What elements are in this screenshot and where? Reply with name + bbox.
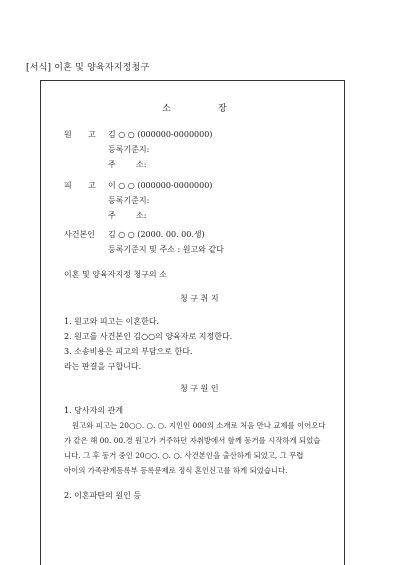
claim-purpose-heading: 청 구 취 지 (180, 294, 219, 303)
defendant-label-2: 고 (88, 181, 96, 190)
section-1-line-4: 아이의 가족관계등록부 등록문제로 정식 혼인신고를 하게 되었습니다. (64, 466, 288, 475)
document-title-char-2: 장 (218, 104, 227, 114)
plaintiff-name: 김 ○ ○ (000000-0000000) (108, 130, 213, 139)
section-1-line-1: 원고와 피고는 20○○. ○. ○. 지인인 000의 소개로 처음 만나 교제를 이어오다 (72, 421, 326, 430)
plaintiff-label-1: 원 (64, 130, 72, 139)
plaintiff-label-2: 고 (88, 130, 96, 139)
claim-purpose-item-2: 2. 원고를 사건본인 김○○의 양육자로 지정한다. (64, 332, 233, 341)
section-1-line-2: 가 같은 해 00. 00.경 원고가 거주하던 자취방에서 함께 동거를 시작하게 되었습 (64, 436, 321, 445)
plaintiff-address-label-2: 소: (136, 160, 147, 169)
defendant-address-label-2: 소: (136, 211, 147, 220)
claim-purpose-item-3: 3. 소송비용은 피고의 부담으로 한다. (64, 347, 193, 356)
section-1-line-3: 니다. 그 후 동거 중인 20○○. ○. ○. 사건본인을 출산하게 되었고, 그 무렵 (64, 451, 304, 460)
form-caption: [서식] 이혼 및 양육자지정청구 (26, 63, 150, 73)
claim-purpose-item-1: 1. 원고와 피고는 이혼한다. (64, 317, 160, 326)
defendant-domicile-label: 등록기준지: (108, 196, 150, 205)
section-1-title: 1. 당사자의 관계 (64, 406, 124, 415)
plaintiff-domicile-label: 등록기준지: (108, 145, 150, 154)
claim-purpose-closing: 라는 판결을 구합니다. (64, 362, 142, 371)
plaintiff-address-label-1: 주 (108, 160, 116, 169)
claim-reason-heading: 청 구 원 인 (180, 384, 219, 393)
document-title-char-1: 소 (162, 104, 171, 114)
section-2-title: 2. 이혼파탄의 원인 등 (64, 491, 142, 500)
principal-domicile: 등록기준지 및 주소 : 원고와 같다 (108, 245, 224, 254)
principal-name: 김 ○ ○ (2000. 00. 00.생) (108, 230, 205, 239)
case-name: 이혼 및 양육자지정 청구의 소 (64, 270, 167, 279)
defendant-label-1: 피 (64, 181, 72, 190)
defendant-address-label-1: 주 (108, 211, 116, 220)
principal-label: 사건본인 (64, 230, 95, 239)
defendant-name: 이 ○ ○ (000000-0000000) (108, 181, 213, 190)
